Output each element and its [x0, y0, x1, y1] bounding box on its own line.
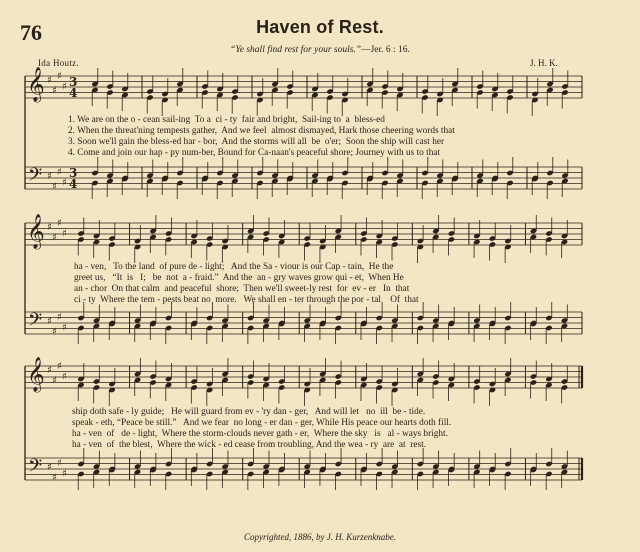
time-signature: 3 — [69, 75, 78, 89]
sharp-sign: ♯ — [52, 375, 57, 387]
lyric-line: 1. We are on the o - cean sail-ing To a ci - ty fair and bright, Sail-ing to a bless-ed — [68, 115, 385, 125]
lyric-line: 3. Soon we'll gain the bless-ed har - bor, And the storms will all be o'er; Soon the ship will cast her — [68, 137, 445, 147]
sharp-sign: ♯ — [47, 75, 52, 86]
lyric-line: ci - ty Where the tem - pests beat no more. We shall en - ter through the por - tal Of that — [74, 295, 419, 305]
sharp-sign: ♯ — [47, 222, 52, 233]
sharp-sign: ♯ — [57, 312, 62, 324]
time-signature: 4 — [69, 177, 78, 191]
lyric-line: speak - eth, “Peace be still.” And we fear no long - er dan - ger, While His peace our hearts doth fill. — [72, 418, 452, 428]
sharp-sign: ♯ — [62, 371, 67, 383]
treble-clef: 𝄞 — [27, 357, 45, 392]
author-credit: Ida Houtz. — [38, 58, 79, 68]
epigraph — [0, 45, 640, 55]
treble-clef: 𝄞 — [27, 214, 45, 249]
lyric-line: greet us, “It is I; be not a - fraid.” And the an - gry waves grow qui - et, When He — [74, 273, 404, 283]
sharp-sign: ♯ — [57, 71, 62, 83]
time-signature: 4 — [69, 86, 78, 100]
time-signature: 3 — [69, 166, 78, 180]
lyric-line: 2. When the threat'ning tempests gather, And we feel almost dismayed, Hark those cheering words that — [68, 126, 455, 136]
composer-credit: J. H. K. — [530, 58, 558, 68]
lyric-line: ha - ven of the blest, Where the wick - ed cease from troubling, And the wea - ry are at rest. — [72, 440, 427, 450]
sharp-sign: ♯ — [47, 462, 52, 473]
epigraph-reference: —Jer. 6 : 16. — [361, 45, 410, 55]
lyric-line: ha - ven of de - light, Where the storm-clouds never gath - er, Where the sky is al - ways bright. — [72, 429, 448, 439]
lyric-line: ha - ven, To the land of pure de - light; And the Sa - viour is our Cap - tain, He the — [74, 262, 394, 272]
lyrics-system-1 — [0, 115, 640, 181]
sharp-sign: ♯ — [57, 218, 62, 230]
lyrics-system-2 — [0, 262, 640, 328]
bass-clef: 𝄢 — [28, 310, 43, 335]
sharp-sign: ♯ — [57, 361, 62, 373]
copyright-notice: Copyrighted, 1886, by J. H. Kurzenknabe. — [244, 532, 396, 542]
page-number: 76 — [20, 20, 42, 45]
treble-clef: 𝄞 — [27, 67, 45, 102]
sharp-sign: ♯ — [47, 316, 52, 327]
sharp-sign: ♯ — [52, 326, 57, 338]
sharp-sign: ♯ — [62, 177, 67, 189]
sharp-sign: ♯ — [57, 458, 62, 470]
sharp-sign: ♯ — [47, 171, 52, 182]
sharp-sign: ♯ — [62, 228, 67, 240]
hymn-title: Haven of Rest. — [256, 17, 384, 37]
sharp-sign: ♯ — [52, 232, 57, 244]
sharp-sign: ♯ — [52, 472, 57, 484]
sharp-sign: ♯ — [52, 181, 57, 193]
sharp-sign: ♯ — [47, 365, 52, 376]
sharp-sign: ♯ — [52, 85, 57, 97]
epigraph-quote: “Ye shall find rest for your souls.” — [230, 45, 362, 55]
lyric-line: an - chor On that calm and peaceful shore; Then we'll sweet-ly rest for ev - er In that — [74, 284, 410, 294]
sharp-sign: ♯ — [62, 81, 67, 93]
lyric-line: ship doth safe - ly guide; He will guard from ev - 'ry dan - ger, And will let no ill be - tide. — [72, 407, 426, 417]
sharp-sign: ♯ — [62, 468, 67, 480]
lyric-line: 4. Come and join our hap - py num-ber, Bound for Ca-naan's peaceful shore; Journey with us to that — [68, 148, 441, 158]
sharp-sign: ♯ — [57, 167, 62, 179]
bass-clef: 𝄢 — [28, 165, 43, 190]
lyrics-system-3 — [0, 407, 640, 473]
sharp-sign: ♯ — [62, 322, 67, 334]
bass-clef: 𝄢 — [28, 456, 43, 481]
